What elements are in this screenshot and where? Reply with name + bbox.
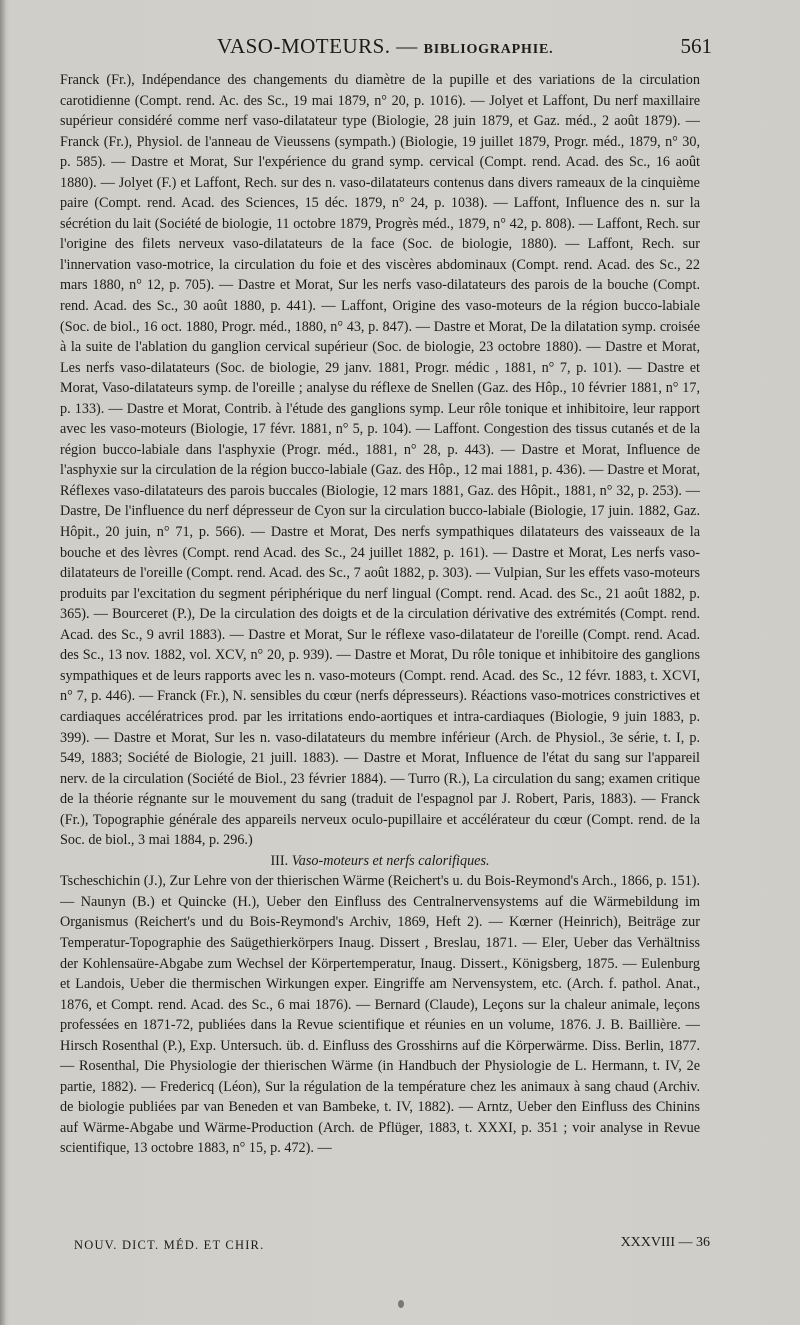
page-body xyxy=(60,70,700,1159)
running-title xyxy=(217,34,553,59)
bibliography-paragraph-calorific-nerves: Tscheschichin (J.), Zur Lehre von der thierischen Wärme (Reichert's u. du Bois-Reymond's Arch., 1866, p. 151). — Naunyn (B.) et Quincke (H.), Ueber den Einfluss des Centralnervensystems auf die Wärmebildung im Organismus (Reichert's und du Bois-Reymond's Archiv, 1869, Heft 2). — Kœrner (Heinrich), Beiträge zur Temperatur-Topographie des Saügethierkörpers Inaug. Dissert , Breslau, 1871. — Eler, Ueber das Verhältniss der Kohlensaüre-Abgabe zum Wechsel der Körpertemperatur, Inaug. Dissert., Königsberg, 1875. — Eulenburg et Landois, Ueber die thermischen Wirkungen exper. Eingriffe am Nervensystem, etc. (Arch. f. pathol. Anat., 1876, et Compt. rend. Acad. des Sc., 6 mai 1876). — Bernard (Claude), Leçons sur la chaleur animale, leçons professées en 1871-72, publiées dans la Revue scientifique et réunies en un volume, 1876. J. B. Baillière. — Hirsch Rosenthal (P.), Exp. Untersuch. üb. d. Einfluss des Grosshirns auf die Körperwärme. Diss. Berlin, 1877. — Rosenthal, Die Physiologie der thierischen Wärme (in Handbuch der Physiologie de L. Hermann, t. IV, 2e partie, 1882). — Fredericq (Léon), Sur la régulation de la température chez les animaux à sang chaud (Archiv. de biologie publiées par van Beneden et van Bambeke, t. IV, 1882). — Arntz, Ueber den Einfluss des Chinins auf Wärme-Abgabe und Wärme-Production (Arch. de Pflüger, 1883, t. XXXI, p. 351 ; voir analyse in Revue scientifique, 13 octobre 1883, n° 15, p. 472). — xyxy=(60,873,700,1157)
section-title: Vaso-moteurs et nerfs calorifiques. xyxy=(291,852,490,869)
section-number: III. xyxy=(270,852,289,869)
ink-speck xyxy=(398,1300,404,1308)
bibliography-paragraph-vasodilators: Franck (Fr.), Indépendance des changements du diamètre de la pupille et des variations de la circulation carotidienne (Compt. rend. Ac. des Sc., 19 mai 1879, n° 20, p. 1016). — Jolyet et Laffont, Du nerf maxillaire supérieur considéré comme nerf vaso-dilatateur type (Biologie, 28 juin 1879, et Gaz. méd., 2 août 1879). — Franck (Fr.), Physiol. de l'anneau de Vieussens (sympath.) (Biologie, 19 juillet 1879, Progr. méd., 1879, n° 30, p. 585). — Dastre et Morat, Sur l'expérience du grand symp. cervical (Compt. rend. Acad. des Sc., 16 août 1880). — Jolyet (F.) et Laffont, Rech. sur des n. vaso-dilatateurs contenus dans divers rameaux de la cinquième paire (Compt. rend. Acad. des Sciences, 15 déc. 1879, n° 24, p. 1038). — Laffont, Influence des n. sur la sécrétion du lait (Société de biologie, 11 octobre 1879, Progrès méd., 1879, n° 42, p. 808). — Laffont, Rech. sur l'origine des filets nerveux vaso-dilatateurs de la face (Soc. de biologie, 1880). — Laffont, Rech. sur l'innervation vaso-motrice, la circulation du foie et des viscères abdominaux (Compt. rend. Acad. des Sc., 22 mars 1880, n° 12, p. 705). — Dastre et Morat, Sur les nerfs vaso-dilatateurs des parois de la bouche (Compt. rend. Acad. des Sc., 30 août 1880, p. 441). — Laffont, Origine des vaso-moteurs de la région bucco-labiale (Soc. de biol., 16 oct. 1880, Progr. méd., 1880, n° 43, p. 847). — Dastre et Morat, De la dilatation symp. croisée à la suite de l'ablation du ganglion cervical supérieur (Soc. de biologie, 23 octobre 1880). — Dastre et Morat, Les nerfs vaso-dilatateurs (Soc. de biologie, 29 janv. 1881, Progr. médic , 1881, n° 7, p. 101). — Dastre et Morat, Vaso-dilatateurs symp. de l'oreille ; analyse du réflexe de Snellen (Gaz. des Hôp., 10 février 1881, n° 17, p. 133). — Dastre et Morat, Contrib. à l'étude des ganglions symp. Leur rôle tonique et inhibitoire, leur rapport avec les vaso-moteurs (Biologie, 17 févr. 1881, n° 5, p. 104). — Laffont. Congestion des tissus cutanés et de la région bucco-labiale dans l'asphyxie (Progr. méd., 1881, n° 28, p. 443). — Dastre et Morat, Influence de l'asphyxie sur la circulation de la région bucco-labiale (Gaz. des Hôp., 12 mai 1881, p. 436). — Dastre et Morat, Réflexes vaso-dilatateurs des parois buccales (Biologie, 12 mars 1881, Gaz. des Hôpit., 1881, n° 32, p. 253). — Dastre, De l'influence du nerf dépresseur de Cyon sur la circulation bucco-labiale (Biologie, 17 juin. 1882, Gaz. Hôpit., 20 juin, n° 71, p. 566). — Dastre et Morat, Des nerfs sympathiques dilatateurs des vaisseaux de la bouche et des lèvres (Compt. rend Acad. des Sc., 24 juillet 1882, p. 161). — Dastre et Morat, Les nerfs vaso-dilatateurs de l'oreille (Compt. rend. Acad. des Sc., 7 août 1882, p. 303). — Vulpian, Sur les effets vaso-moteurs produits par l'excitation du segment périphérique du nerf lingual (Compt. rend. Acad. des Sc., 21 août 1882, p. 365). — Bourceret (P.), De la circulation des doigts et de la circulation dérivative des extrémités (Compt. rend. Acad. des Sc., 9 avril 1883). — Dastre et Morat, Sur le réflexe vaso-dilatateur de l'oreille (Compt. rend. Acad. des Sc., 13 nov. 1882, vol. XCV, n° 20, p. 939). — Dastre et Morat, Du rôle tonique et inhibitoire des ganglions sympathiques et de leurs rapports avec les n. vaso-moteurs (Compt. rend. Acad. des Sc., 12 févr. 1883, t. XCVI, n° 7, p. 446). — Franck (Fr.), N. sensibles du cœur (nerfs dépresseurs). Réactions vaso-motrices constrictives et cardiaques accélératrices prod. par les irritations endo-aortiques et intra-cardiaques (Biologie, 9 juin 1883, p. 399). — Dastre et Morat, Sur les n. vaso-dilatateurs du membre inférieur (Arch. de Physiol., 3e série, t. I, p. 549, 1883; Société de Biologie, 21 juill. 1883). — Dastre et Morat, Influence de l'état du sang sur l'appareil nerv. de la circulation (Société de Biol., 23 février 1884). — Turro (R.), La circulation du sang; examen critique de la théorie régnante sur le mouvement du sang (traduit de l'espagnol par J. Robert, Paris, 1883). — Franck (Fr.), Topographie générale des appareils nerveux oculo-pupillaire et accélérateur du cœur (Compt. rend. de la Soc. de biol., 3 mai 1884, p. 296.) xyxy=(60,72,700,849)
binding-gutter xyxy=(0,0,6,1325)
page-number: 561 xyxy=(680,34,712,58)
running-title-main: VASO-MOTEURS. — xyxy=(217,34,424,58)
footer-signature: NOUV. DICT. MÉD. ET CHIR. xyxy=(74,1238,265,1252)
running-header xyxy=(62,34,712,62)
running-title-sub: BIBLIOGRAPHIE. xyxy=(423,42,554,57)
page-footer xyxy=(74,1235,710,1255)
footer-sheet-mark: XXXVIII — 36 xyxy=(620,1235,710,1250)
section-heading xyxy=(60,851,700,872)
